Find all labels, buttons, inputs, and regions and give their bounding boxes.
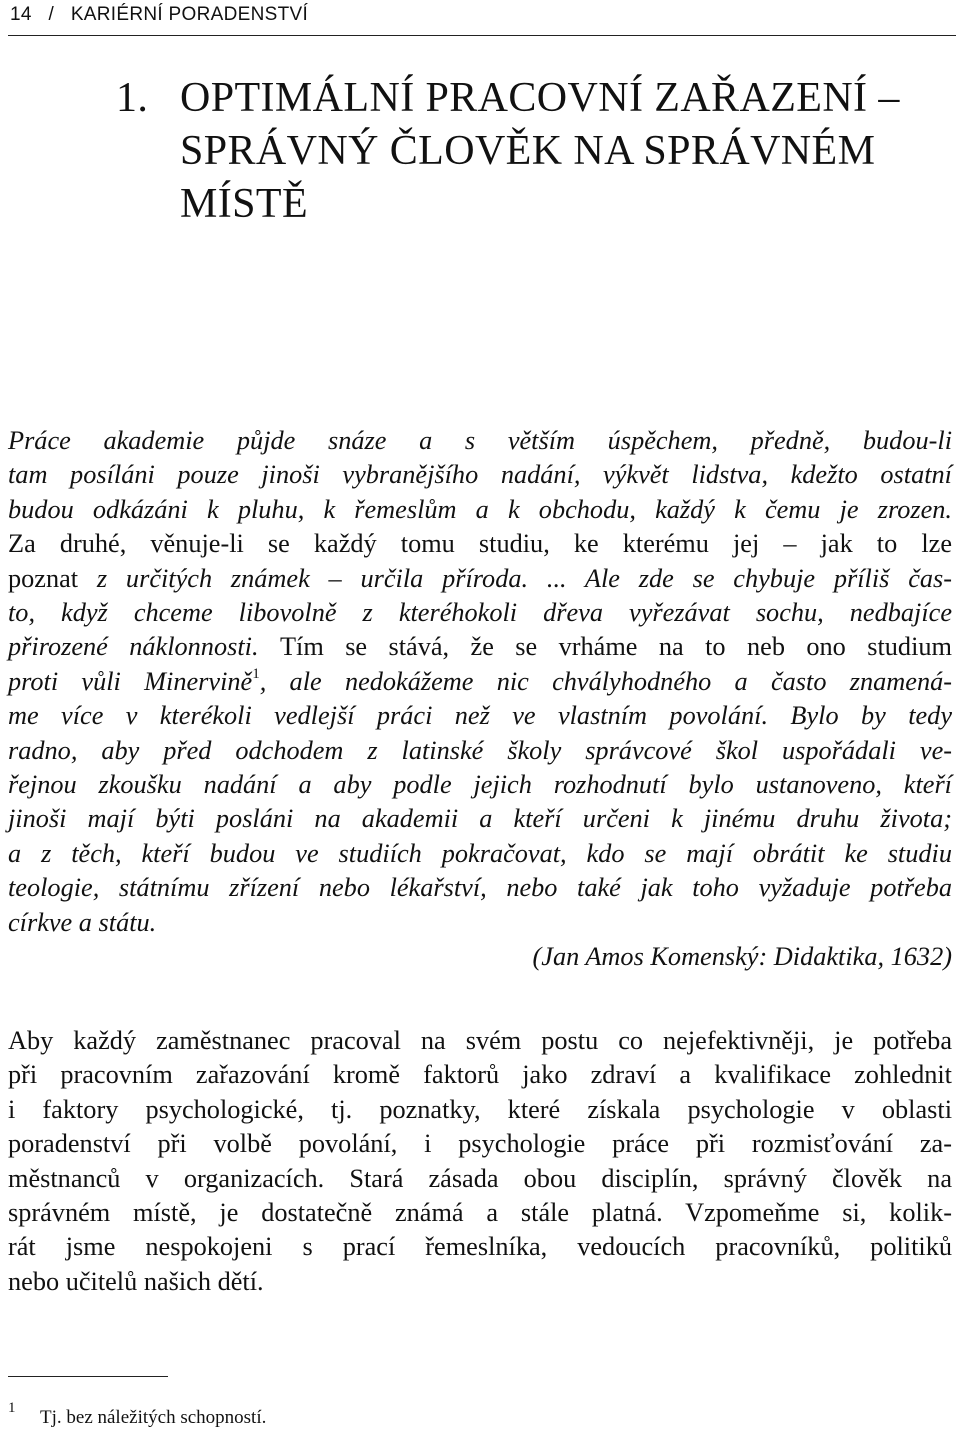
chapter-number: 1. (116, 75, 149, 121)
quote-fragment: , ale nedokážeme nic chvályhodného a často znamená- (259, 666, 953, 696)
body-line: Aby každý zaměstnanec pracoval na svém postu co nejefektivněji, je potřeba (8, 1026, 952, 1055)
quote-fragment: z určitých známek – určila příroda. ... Ale zde se chybuje příliš čas- (96, 563, 953, 593)
quote-line: to, když chceme libovolně z kteréhokoli dřeva vyřezávat sochu, nedbajíce (8, 598, 952, 628)
body-line: nebo učitelů našich dětí. (8, 1266, 264, 1296)
body-paragraph (8, 1024, 952, 1299)
footnote-text: Tj. bez náležitých schopností. (40, 1407, 267, 1428)
quote-line (8, 562, 952, 596)
quote-fragment: Tím se stává, že se vrháme na to neb ono studium (279, 632, 952, 662)
chapter-title-line-3: MÍSTĚ (180, 181, 308, 227)
body-line: městnanců v organizacích. Stará zásada obou disciplín, správný člověk na (8, 1163, 952, 1193)
quote-line: řejnou zkoušku nadání a aby podle jejich rozhodnutí bylo ustanoveno, kteří (8, 770, 952, 800)
chapter-heading (116, 72, 946, 231)
epigraph-quote (8, 424, 952, 975)
quote-fragment: přirozené náklonnosti. (8, 632, 280, 662)
quote-line: a z těch, kteří budou ve studiích pokračovat, kdo se mají obrátit ke studiu (8, 838, 952, 868)
body-line: při pracovním zařazování kromě faktorů jako zdraví a kvalifikace zohlednit (8, 1060, 952, 1090)
running-head-section: KARIÉRNÍ PORADENSTVÍ (70, 4, 309, 25)
page-number: 14 (10, 4, 32, 25)
footnote-rule (8, 1376, 168, 1377)
quote-line: jinoši mají býti posláni na akademii a kteří určeni k jinému druhu života; (8, 804, 952, 834)
quote-line: radno, aby před odchodem z latinské školy správcové škol uspořádali ve- (8, 735, 952, 765)
quote-line (8, 665, 952, 699)
quote-line: Za druhé, věnuje-li se každý tomu studiu, ke kterému jej – jak to lze (8, 529, 952, 559)
body-line: rát jsme nespokojeni s prací řemeslníka, vedoucích pracovníků, politiků (8, 1232, 952, 1262)
header-rule (8, 35, 956, 36)
footnote-reference: 1 (252, 665, 260, 682)
chapter-title-line-2: SPRÁVNÝ ČLOVĚK NA SPRÁVNÉM (180, 128, 876, 174)
quote-fragment: proti vůli Minervině (8, 666, 253, 696)
quote-line: budou odkázáni k pluhu, k řemeslům a k obchodu, každý k čemu je zrozen. (8, 494, 952, 524)
quote-attribution: (Jan Amos Komenský: Didaktika, 1632) (532, 942, 952, 972)
quote-fragment: poznat (8, 563, 97, 593)
running-head (10, 4, 308, 26)
footnote-mark: 1 (8, 1400, 16, 1416)
quote-line (8, 630, 952, 664)
quote-line: církve a státu. (8, 907, 157, 937)
quote-line: teologie, státnímu zřízení nebo lékařství, nebo také jak toho vyžaduje potřeba (8, 873, 952, 903)
quote-line: Práce akademie půjde snáze a s větším úspěchem, předně, budou-li (8, 426, 952, 455)
body-line: i faktory psychologické, tj. poznatky, které získala psychologie v oblasti (8, 1094, 952, 1124)
running-head-separator: / (48, 4, 55, 25)
quote-line: tam posíláni pouze jinoši vybranějšího nadání, výkvět lidstva, kdežto ostatní (8, 460, 952, 490)
body-line: správném místě, je dostatečně známá a stále platná. Vzpomeňme si, kolik- (8, 1198, 952, 1228)
quote-line: me více v kterékoli vedlejší práci než ve vlastním povolání. Bylo by tedy (8, 701, 952, 731)
body-line: poradenství při volbě povolání, i psychologie práce při rozmisťování za- (8, 1129, 952, 1159)
chapter-title-line-1: OPTIMÁLNÍ PRACOVNÍ ZAŘAZENÍ – (180, 75, 900, 121)
